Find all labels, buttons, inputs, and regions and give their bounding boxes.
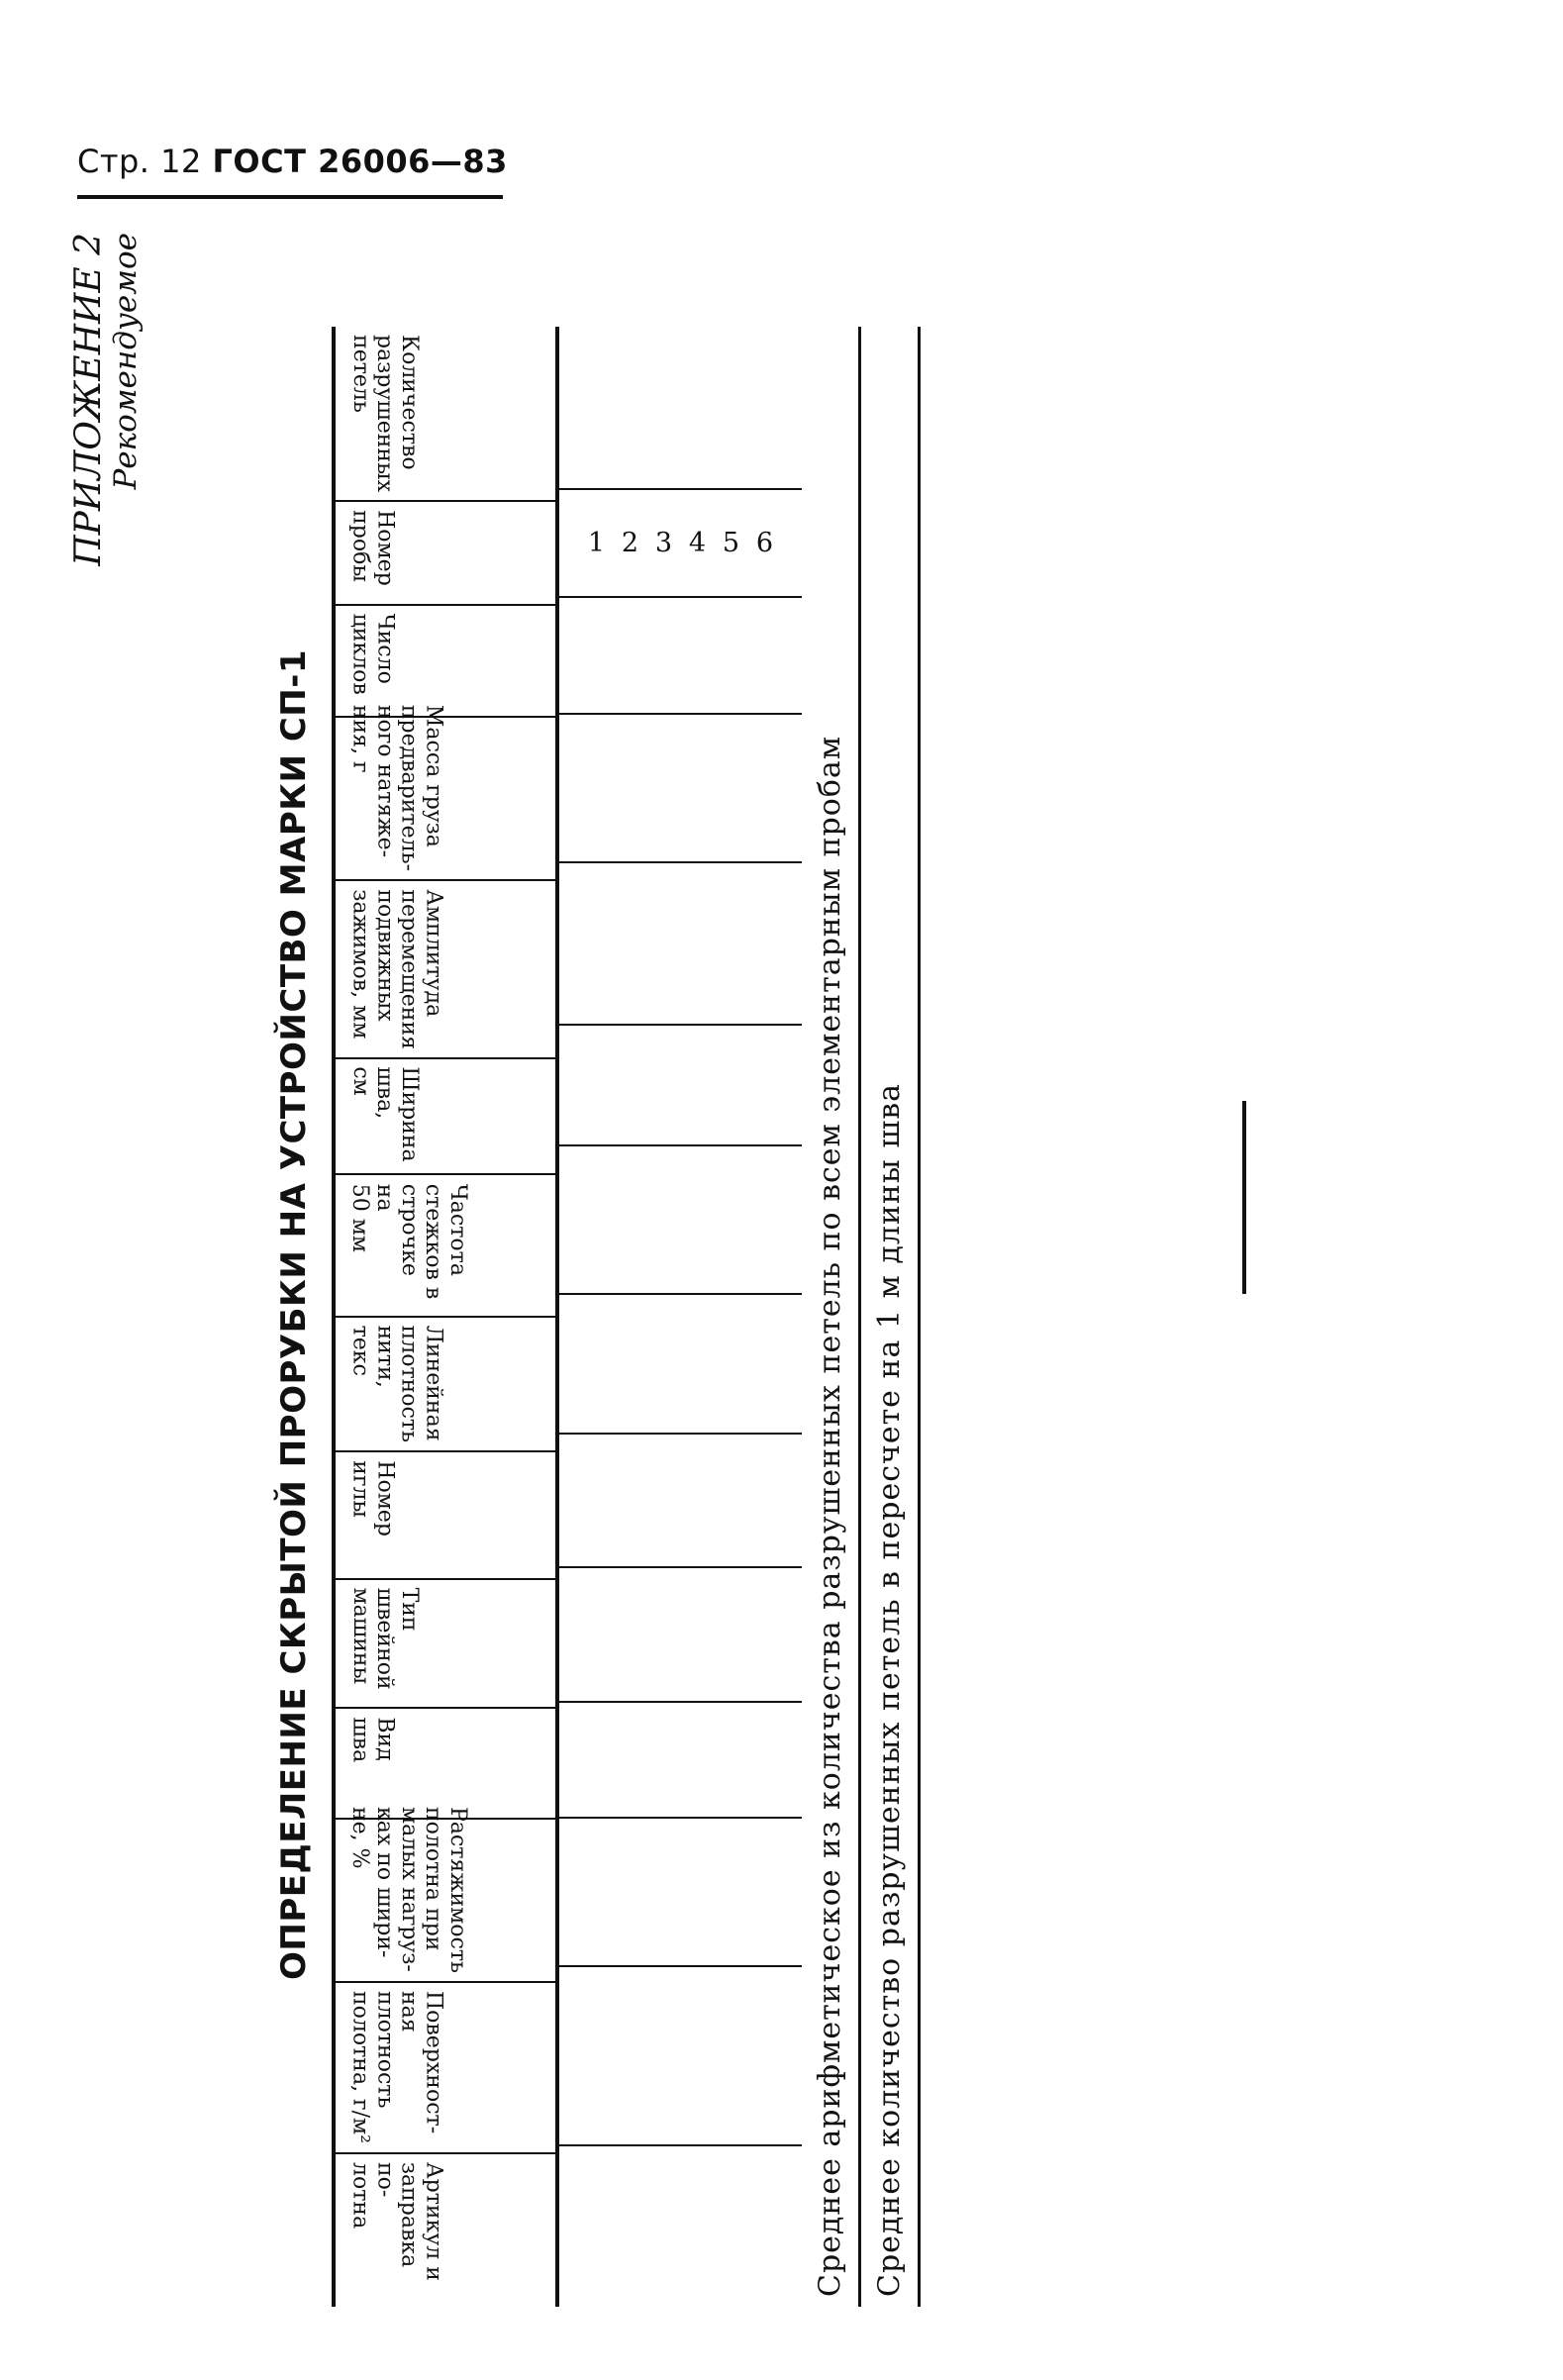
standard-number: ГОСТ 26006—83 [212,143,508,180]
column-header-label: Число циклов [347,613,398,696]
column-header-9 [336,1057,555,1174]
column-header-13 [336,500,555,604]
annex-status: Рекомендуемое [107,233,144,490]
data-cell-14 [559,327,802,488]
data-cell-6 [559,1433,802,1566]
rotated-content [69,228,1178,2307]
column-header-label: Линейная плотность нити, текс [347,1325,446,1443]
data-cell-13 [559,488,802,596]
sample-number: 3 [654,527,672,558]
data-cell-12 [559,596,802,713]
data-cell-4 [559,1701,802,1816]
header-rule [77,195,503,199]
sample-number: 2 [621,527,638,558]
summary-row-per-meter [861,327,921,2307]
sample-number: 1 [587,527,605,558]
table-body [559,327,802,2307]
column-header-8 [336,1174,555,1316]
column-header-14 [336,327,555,500]
column-header-3 [336,1806,555,1981]
sample-number: 5 [723,527,740,558]
column-header-6 [336,1450,555,1578]
column-header-label: Артикул и заправка по- лотна [347,2162,446,2281]
page-header [77,143,508,180]
data-cell-11 [559,713,802,861]
data-cell-9 [559,1024,802,1145]
data-cell-7 [559,1293,802,1433]
column-header-label: Масса груза предваритель- ного натяже- ния, г [347,705,446,872]
summary-average-text: Среднее арифметическое из количества разрушенных петель по всем элементарным пробам [813,735,847,2297]
margin-rule [1242,1101,1246,1294]
column-header-5 [336,1578,555,1707]
column-header-label: Количество разрушенных петель [347,335,422,492]
table-title: ОПРЕДЕЛЕНИЕ СКРЫТОЙ ПРОРУБКИ НА УСТРОЙСТВО МАРКИ СП-1 [274,649,314,1980]
sample-number: 6 [756,527,774,558]
data-cell-8 [559,1144,802,1293]
data-cell-3 [559,1817,802,1965]
annex-label: ПРИЛОЖЕНИЕ 2 [68,233,109,566]
column-header-12 [336,604,555,716]
sample-number: 4 [688,527,707,558]
data-cell-1 [559,2144,802,2307]
column-header-label: Поверхност- ная плотность полотна, г/м² [347,1991,446,2143]
table-header-row [332,327,559,2307]
page-number: 12 [160,143,202,180]
column-header-11 [336,705,555,879]
column-header-7 [336,1316,555,1450]
data-cell-2 [559,1965,802,2145]
column-header-1 [336,2152,555,2307]
column-header-label: Амплитуда перемещения подвижных зажимов, мм [347,889,446,1049]
column-header-label: Тип швейной машины [347,1587,422,1690]
page-label: Стр. [77,143,150,180]
data-cell-10 [559,861,802,1024]
column-header-label: Номер пробы [347,509,398,586]
column-header-2 [336,1981,555,2152]
data-cell-5 [559,1566,802,1701]
summary-row-average [802,327,861,2307]
column-header-label: Номер иглы [347,1460,398,1537]
column-header-4 [336,1707,555,1818]
column-header-label: Вид шва [347,1717,398,1763]
column-header-label: Частота стежков в строчке на 50 мм [347,1183,471,1300]
column-header-label: Растяжимость полотна при малых нагруз- ках по шири- не, % [347,1806,471,1973]
summary-per-meter-text: Среднее количество разрушенных петель в пересчете на 1 м длины шва [872,1083,907,2297]
column-header-label: Ширина шва, см [347,1066,422,1163]
annex-block [69,233,143,589]
column-header-10 [336,879,555,1057]
sample-number-list [559,490,802,596]
